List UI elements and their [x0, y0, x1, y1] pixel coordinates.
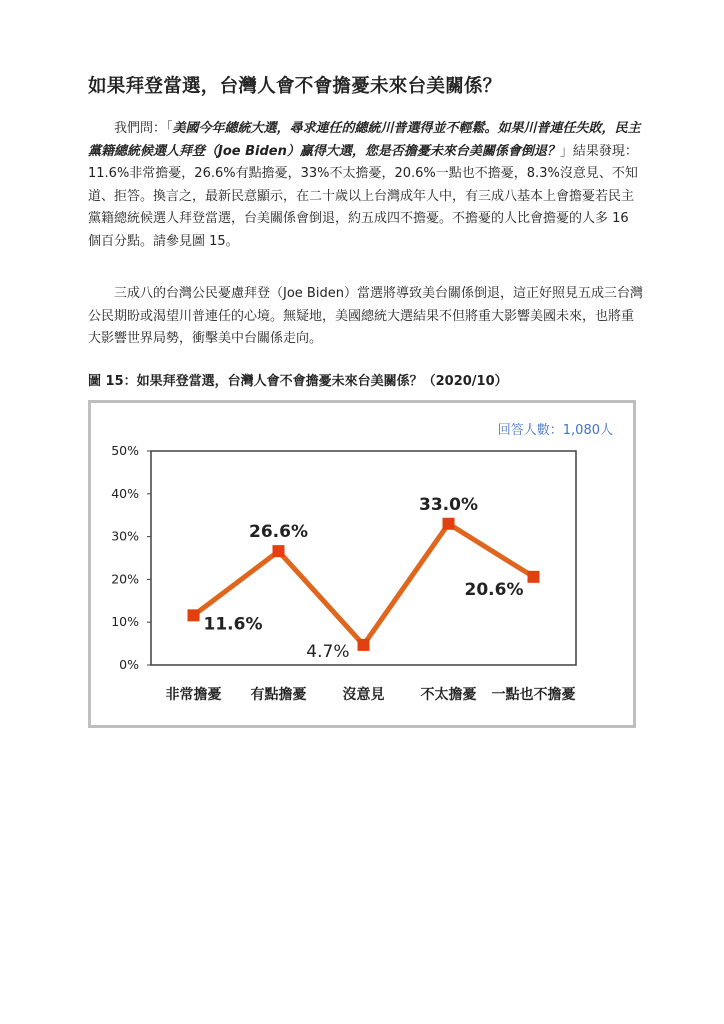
y-tick-label: 0% — [119, 657, 139, 672]
data-label: 33.0% — [419, 494, 478, 515]
data-point-marker — [443, 518, 455, 530]
survey-question: 美國今年總統大選，尋求連任的總統川普選得並不輕鬆。如果川普連任失敗，民主黨籍總統候選人拜登（Joe Biden）贏得大選，您是否擔憂未來台美關係會倒退？ — [88, 121, 641, 159]
respondents-annotation: 回答人數：1,080人 — [497, 423, 613, 438]
y-tick-label: 50% — [111, 443, 139, 458]
paragraph-1-body: 」結果發現：11.6%非常擔憂，26.6%有點擔憂，33%不太擔憂，20.6%一點也不擔憂，8.3%沒意見、不知道、拒答。換言之，最新民意顯示，在二十歲以上台灣成年人中，有三成八基本上會擔憂若民主黨籍總統候選人拜登當選，台美關係會倒退，約五成四不擔憂。不擔憂的人比會擔憂的人多 16 個百分點。請參見圖 15。 — [88, 143, 638, 249]
y-tick-label: 30% — [111, 528, 139, 544]
data-label: 20.6% — [464, 579, 524, 600]
x-category-label: 非常擔憂 — [165, 687, 222, 703]
figure-caption: 圖 15：如果拜登當選，台灣人會不會擔憂未來台美關係？（2020/10） — [88, 374, 508, 389]
x-category-label: 有點擔憂 — [250, 687, 307, 703]
x-category-label: 沒意見 — [342, 687, 385, 703]
data-point-marker — [358, 639, 370, 651]
x-category-label: 一點也不擔憂 — [491, 687, 576, 703]
y-tick-label: 20% — [111, 571, 139, 587]
y-tick-label: 10% — [111, 614, 139, 630]
data-label: 11.6% — [203, 614, 263, 635]
chart-frame — [88, 400, 636, 728]
paragraph-2 — [88, 283, 644, 351]
data-point-marker — [528, 571, 540, 583]
paragraph-1 — [88, 118, 644, 253]
data-label: 4.7% — [306, 641, 350, 662]
data-point-marker — [188, 609, 200, 621]
paragraph-2-text: 三成八的台灣公民憂慮拜登（Joe Biden）當選將導致美台關係倒退，這正好照見五成三台灣公民期盼或渴望川普連任的心境。無疑地，美國總統大選結果不但將重大影響美國未來，也將重大影響世界局勢，衝擊美中台關係走向。 — [88, 286, 643, 346]
data-point-marker — [273, 545, 285, 557]
x-category-label: 不太擔憂 — [420, 687, 477, 703]
page-title: 如果拜登當選，台灣人會不會擔憂未來台美關係？ — [88, 76, 502, 97]
y-tick-label: 40% — [111, 485, 139, 501]
paragraph-1-intro: 我們問：「 — [114, 121, 173, 136]
data-label: 26.6% — [249, 522, 308, 543]
line-chart — [91, 403, 633, 725]
